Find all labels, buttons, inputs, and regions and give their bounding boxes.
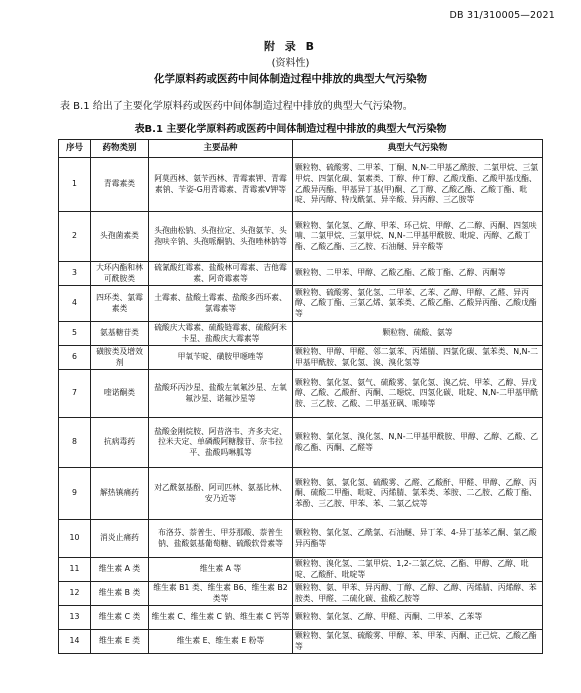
row-products: 硫氰酸红霉素、盐酸林可霉素、吉他霉素、阿奇霉素等 bbox=[149, 262, 293, 286]
row-no: 2 bbox=[59, 212, 91, 262]
row-pollutants: 颗粒物、氨、甲苯、异丙醇、丁醇、乙醇、乙醇、丙烯腈、丙烯醇、苯胺类、甲醛、二硫化碳、盐酸乙胺等 bbox=[293, 582, 543, 606]
row-products: 盐酸环丙沙星、盐酸左氧氟沙星、左氧氟沙星、诺氟沙星等 bbox=[149, 370, 293, 418]
row-pollutants: 颗粒物、氨、氯化氢、硫酸雾、乙醛、乙酸酐、甲醛、甲醇、乙醇、丙酮、硫酸二甲酯、吡啶、丙烯腈、氯苯类、苯胺、二乙胺、乙酸丁酯、苯酚、三乙胺、甲苯、苯、二氯乙烷等 bbox=[293, 468, 543, 520]
header-no: 序号 bbox=[59, 140, 91, 158]
table-header-row bbox=[59, 140, 543, 158]
table-row bbox=[59, 370, 543, 418]
row-no: 7 bbox=[59, 370, 91, 418]
row-pollutants: 颗粒物、硫酸雾、氯化氢、二甲苯、乙苯、乙醇、甲醇、乙醛、异丙醇、乙酸丁酯、三氯乙烯、氯苯类、乙酸乙酯、乙酸异丙酯、乙酸戊酯等 bbox=[293, 286, 543, 322]
row-category: 头孢菌素类 bbox=[91, 212, 149, 262]
row-products: 维生素 B1 类、维生素 B6、维生素 B2 类等 bbox=[149, 582, 293, 606]
row-category: 大环内酯和林可酰胺类 bbox=[91, 262, 149, 286]
row-category: 四环类、氯霉素类 bbox=[91, 286, 149, 322]
row-no: 10 bbox=[59, 520, 91, 558]
header-products: 主要品种 bbox=[149, 140, 293, 158]
row-products: 维生素 A 等 bbox=[149, 558, 293, 582]
table-row bbox=[59, 606, 543, 630]
table-row bbox=[59, 558, 543, 582]
row-products: 盐酸金刚烷胺、阿昔洛韦、齐多夫定、拉米夫定、单磷酸阿糖腺苷、奈韦拉平、盐酸吗啉胍等 bbox=[149, 418, 293, 468]
appendix-heading: 化学原料药或医药中间体制造过程中排放的典型大气污染物 bbox=[154, 73, 427, 85]
appendix-nature: (资料性) bbox=[271, 58, 310, 69]
row-pollutants: 颗粒物、二甲苯、甲醇、乙酸乙酯、乙酸丁酯、乙醇、丙酮等 bbox=[293, 262, 543, 286]
row-category: 抗病毒药 bbox=[91, 418, 149, 468]
row-no: 1 bbox=[59, 158, 91, 212]
pollutant-table bbox=[58, 139, 543, 654]
row-products: 土霉素、盐酸土霉素、盐酸多西环素、氯霉素等 bbox=[149, 286, 293, 322]
table-row bbox=[59, 212, 543, 262]
row-pollutants: 颗粒物、溴化氢、二氯甲烷、1,2-二氯乙烷、乙酯、甲醇、乙醇、吡啶、乙酸酐、吡啶等 bbox=[293, 558, 543, 582]
row-category: 消炎止痛药 bbox=[91, 520, 149, 558]
table-row bbox=[59, 262, 543, 286]
row-products: 甲氧苄啶、磺胺甲噁唑等 bbox=[149, 346, 293, 370]
row-pollutants: 颗粒物、氯化氢、乙酰氯、石油醚、异丁苯、4-异丁基苯乙酮、氯乙酸异丙酯等 bbox=[293, 520, 543, 558]
row-products: 头孢曲松钠、头孢拉定、头孢氨苄、头孢呋辛钠、头孢哌酮钠、头孢唑林钠等 bbox=[149, 212, 293, 262]
row-pollutants: 颗粒物、氯化氢、氨气、硫酸雾、氯化氢、溴乙烷、甲苯、乙醇、异戊醇、乙酸、乙酸酐、丙酮、二噁烷、四氢化碳、吡啶、N,N-二甲基甲酰胺、三乙胺、乙酸、二甲基亚砜、哌嗪等 bbox=[293, 370, 543, 418]
row-no: 11 bbox=[59, 558, 91, 582]
row-pollutants: 颗粒物、甲醇、甲醛、邻二氯苯、丙烯腈、四氯化碳、氯苯类、N,N-二甲基甲酰胺、氯化氢、溴、溴化氢等 bbox=[293, 346, 543, 370]
intro-paragraph: 表 B.1 给出了主要化学原料药或医药中间体制造过程中排放的典型大气污染物。 bbox=[60, 101, 413, 112]
row-category: 维生素 E 类 bbox=[91, 630, 149, 654]
row-category: 维生素 C 类 bbox=[91, 606, 149, 630]
row-no: 3 bbox=[59, 262, 91, 286]
table-caption: 表B.1 主要化学原料药或医药中间体制造过程中排放的典型大气污染物 bbox=[134, 124, 447, 135]
header-category: 药物类别 bbox=[91, 140, 149, 158]
row-products: 维生素 E、维生素 E 粉等 bbox=[149, 630, 293, 654]
row-pollutants: 颗粒物、氯化氢、乙醇、甲苯、环己烷、甲醇、乙二醇、丙酮、四氢呋喃、二氯甲烷、三氯甲烷、N,N-二甲基甲酰胺、吡啶、丙醇、乙酸丁酯、乙酸乙酯、三乙胺、石油醚、异辛酸等 bbox=[293, 212, 543, 262]
row-category: 维生素 B 类 bbox=[91, 582, 149, 606]
row-products: 阿莫西林、氨苄西林、青霉素钾、青霉素钠、苄姿-G用青霉素、青霉素V钾等 bbox=[149, 158, 293, 212]
table-row bbox=[59, 520, 543, 558]
row-no: 14 bbox=[59, 630, 91, 654]
row-pollutants: 颗粒物、氯化氢、硫酸雾、甲醇、苯、甲苯、丙酮、正己烷、乙酸乙酯等 bbox=[293, 630, 543, 654]
row-products: 布洛芬、萘普生、甲芬那酸、萘普生钠、盐酸氨基葡萄糖、硫酸软骨素等 bbox=[149, 520, 293, 558]
row-products: 对乙酰氨基酚、阿司匹林、氨基比林、安乃近等 bbox=[149, 468, 293, 520]
row-no: 12 bbox=[59, 582, 91, 606]
row-pollutants: 颗粒物、硫酸、氨等 bbox=[293, 322, 543, 346]
table-row bbox=[59, 418, 543, 468]
row-category: 维生素 A 类 bbox=[91, 558, 149, 582]
row-pollutants: 颗粒物、氯化氢、溴化氢、N,N-二甲基甲酰胺、甲醇、乙醇、乙酸、乙酸乙酯、丙酮、乙醛等 bbox=[293, 418, 543, 468]
row-no: 5 bbox=[59, 322, 91, 346]
row-no: 9 bbox=[59, 468, 91, 520]
table-row bbox=[59, 468, 543, 520]
table-row bbox=[59, 322, 543, 346]
table-row bbox=[59, 582, 543, 606]
row-category: 氨基糖苷类 bbox=[91, 322, 149, 346]
row-products: 维生素 C、维生素 C 钠、维生素 C 钙等 bbox=[149, 606, 293, 630]
row-category: 喹诺酮类 bbox=[91, 370, 149, 418]
row-category: 磺胺类及增效剂 bbox=[91, 346, 149, 370]
row-no: 6 bbox=[59, 346, 91, 370]
table-row bbox=[59, 158, 543, 212]
row-category: 青霉素类 bbox=[91, 158, 149, 212]
table-row bbox=[59, 286, 543, 322]
table-row bbox=[59, 346, 543, 370]
row-products: 硫酸庆大霉素、硫酸链霉素、硫酸阿米卡星、盐酸庆大霉素等 bbox=[149, 322, 293, 346]
document-code: DB 31/310005—2021 bbox=[449, 10, 555, 21]
header-pollutants: 典型大气污染物 bbox=[293, 140, 543, 158]
row-category: 解热镇痛药 bbox=[91, 468, 149, 520]
row-no: 8 bbox=[59, 418, 91, 468]
row-no: 13 bbox=[59, 606, 91, 630]
table-row bbox=[59, 630, 543, 654]
row-pollutants: 颗粒物、氯化氢、乙醇、甲醛、丙酮、二甲苯、乙苯等 bbox=[293, 606, 543, 630]
row-pollutants: 颗粒物、硫酸雾、二甲苯、丁酮、N,N-二甲基乙酰胺、二氯甲烷、三氯甲烷、四氯化碳、氯素类、丁醇、仲丁醇、乙酸戊酯、乙酸甲基戊酯、乙酸异丙酯、甲基异丁基(甲)酮、乙丁醇、乙酸乙酯、乙酸丁酯、吡啶、异丙醇、特戊酰氯、异辛酸、异丙醇、三乙胺等 bbox=[293, 158, 543, 212]
appendix-title: 附 录 B bbox=[263, 40, 318, 53]
row-no: 4 bbox=[59, 286, 91, 322]
